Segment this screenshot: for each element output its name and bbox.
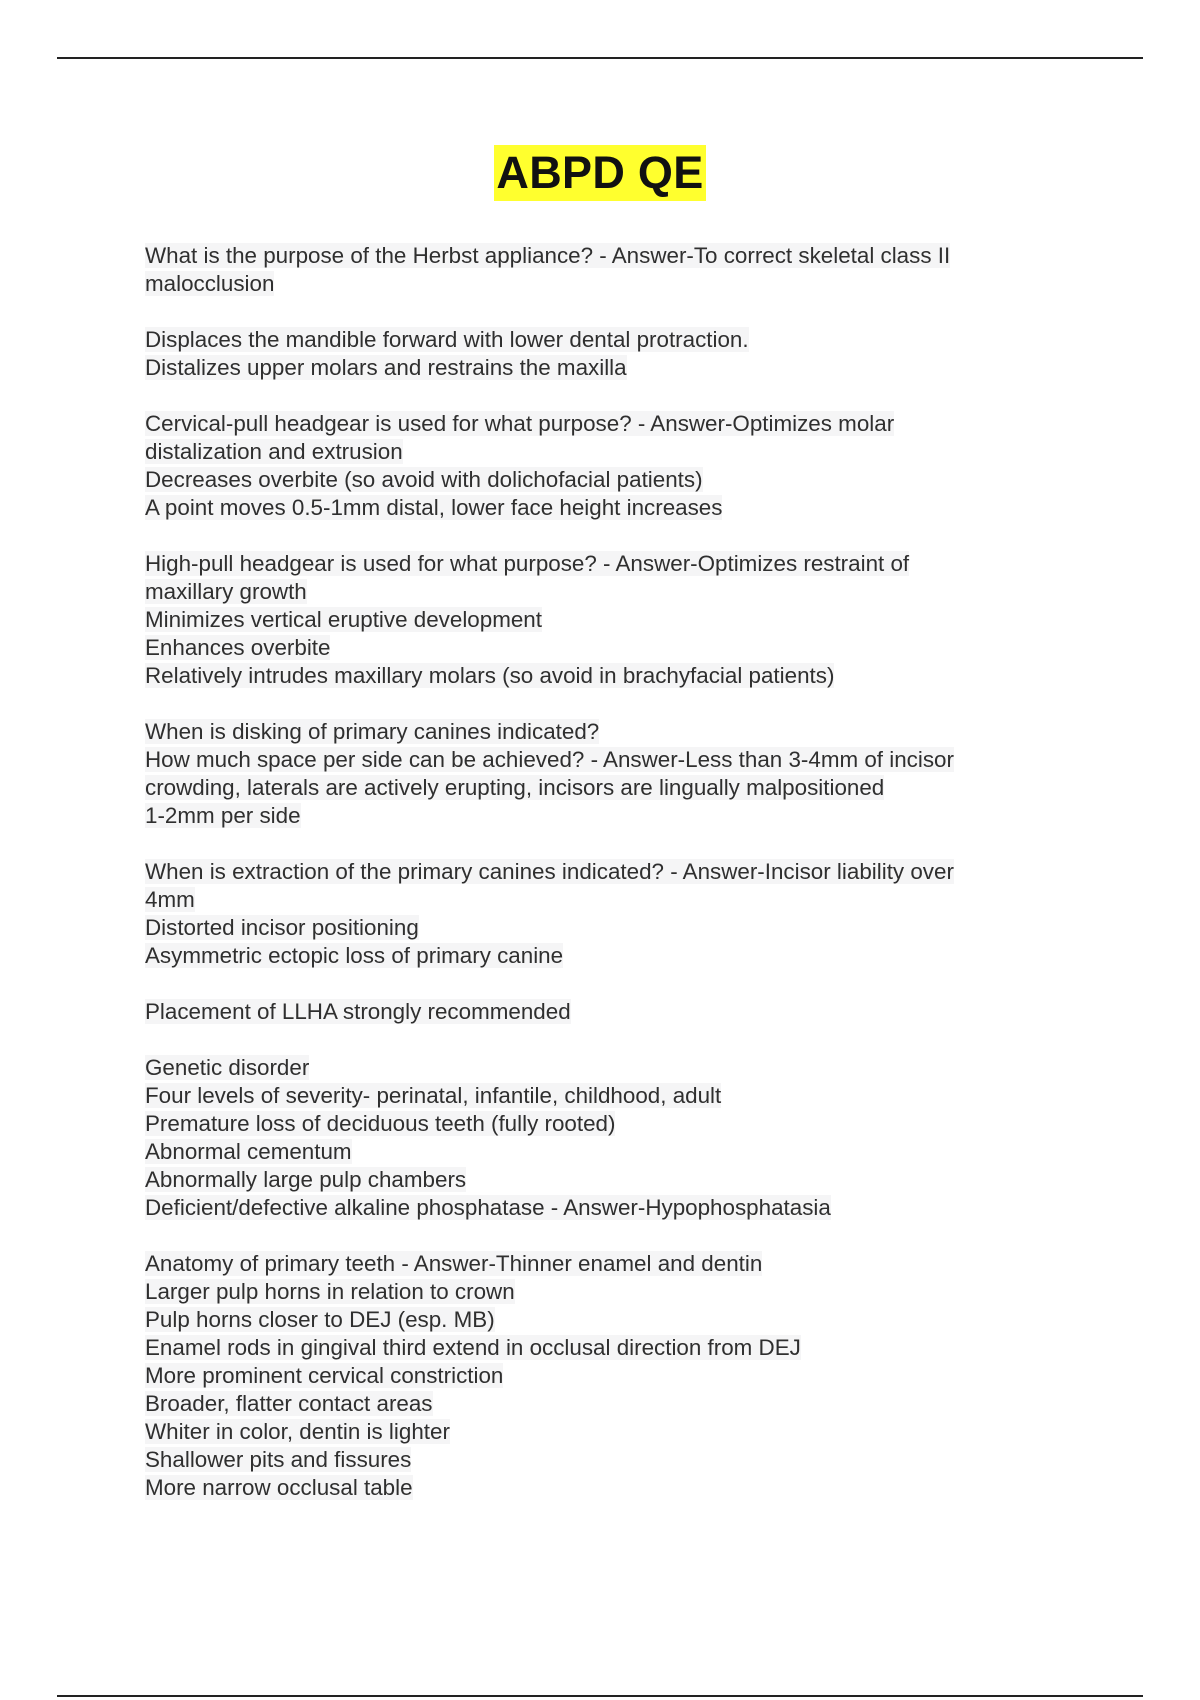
- text-line-content: Shallower pits and fissures: [145, 1447, 412, 1472]
- text-line-content: Abnormal cementum: [145, 1139, 352, 1164]
- text-line-content: Larger pulp horns in relation to crown: [145, 1279, 515, 1304]
- text-line-content: Premature loss of deciduous teeth (fully rooted): [145, 1111, 616, 1136]
- qa-block: [145, 858, 1055, 970]
- text-line-content: 4mm: [145, 887, 195, 912]
- text-line: [145, 1166, 1055, 1194]
- text-line-content: Whiter in color, dentin is lighter: [145, 1419, 450, 1444]
- qa-block: [145, 326, 1055, 382]
- text-line: [145, 1194, 1055, 1222]
- text-line: [145, 354, 1055, 382]
- text-line-content: When is extraction of the primary canines indicated? - Answer-Incisor liability over: [145, 859, 954, 884]
- text-line: [145, 410, 1055, 438]
- text-line-content: Minimizes vertical eruptive development: [145, 607, 542, 632]
- text-line: [145, 802, 1055, 830]
- text-line-content: How much space per side can be achieved? - Answer-Less than 3-4mm of incisor: [145, 747, 954, 772]
- text-line-content: Deficient/defective alkaline phosphatase - Answer-Hypophosphatasia: [145, 1195, 831, 1220]
- text-line-content: Abnormally large pulp chambers: [145, 1167, 467, 1192]
- qa-block: [145, 1054, 1055, 1222]
- text-line: [145, 550, 1055, 578]
- text-line: [145, 578, 1055, 606]
- text-line: [145, 774, 1055, 802]
- text-line-content: Distorted incisor positioning: [145, 915, 419, 940]
- text-line: [145, 1390, 1055, 1418]
- text-line: [145, 662, 1055, 690]
- text-line: [145, 1474, 1055, 1502]
- text-line-content: Decreases overbite (so avoid with dolichofacial patients): [145, 467, 703, 492]
- text-line: [145, 1446, 1055, 1474]
- text-line-content: maxillary growth: [145, 579, 307, 604]
- text-line-content: Pulp horns closer to DEJ (esp. MB): [145, 1307, 495, 1332]
- qa-block: [145, 242, 1055, 298]
- qa-block: [145, 1250, 1055, 1502]
- text-line: [145, 634, 1055, 662]
- text-line: [145, 858, 1055, 886]
- footer-rule: [57, 1695, 1143, 1697]
- text-line-content: Placement of LLHA strongly recommended: [145, 999, 571, 1024]
- qa-block: [145, 718, 1055, 830]
- text-line: [145, 718, 1055, 746]
- text-line-content: Anatomy of primary teeth - Answer-Thinner enamel and dentin: [145, 1251, 763, 1276]
- text-line: [145, 1278, 1055, 1306]
- text-line-content: Four levels of severity- perinatal, infantile, childhood, adult: [145, 1083, 722, 1108]
- text-line-content: Relatively intrudes maxillary molars (so avoid in brachyfacial patients): [145, 663, 835, 688]
- text-line: [145, 1418, 1055, 1446]
- text-line-content: 1-2mm per side: [145, 803, 301, 828]
- text-line-content: More narrow occlusal table: [145, 1475, 413, 1500]
- text-line-content: High-pull headgear is used for what purpose? - Answer-Optimizes restraint of: [145, 551, 910, 576]
- text-line: [145, 1362, 1055, 1390]
- text-line-content: What is the purpose of the Herbst appliance? - Answer-To correct skeletal class II: [145, 243, 951, 268]
- qa-block: [145, 998, 1055, 1026]
- text-line-content: Distalizes upper molars and restrains the maxilla: [145, 355, 627, 380]
- text-line: [145, 1334, 1055, 1362]
- text-line: [145, 1054, 1055, 1082]
- text-line-content: malocclusion: [145, 271, 275, 296]
- text-line-content: Cervical-pull headgear is used for what purpose? - Answer-Optimizes molar: [145, 411, 895, 436]
- text-line: [145, 942, 1055, 970]
- text-line-content: More prominent cervical constriction: [145, 1363, 504, 1388]
- text-line: [145, 998, 1055, 1026]
- text-line-content: A point moves 0.5-1mm distal, lower face height increases: [145, 495, 723, 520]
- text-line: [145, 242, 1055, 270]
- document-body: [145, 242, 1055, 1530]
- text-line: [145, 886, 1055, 914]
- text-line: [145, 1138, 1055, 1166]
- text-line-content: Broader, flatter contact areas: [145, 1391, 433, 1416]
- text-line: [145, 326, 1055, 354]
- text-line-content: distalization and extrusion: [145, 439, 403, 464]
- text-line-content: Enamel rods in gingival third extend in occlusal direction from DEJ: [145, 1335, 801, 1360]
- text-line: [145, 606, 1055, 634]
- qa-block: [145, 410, 1055, 522]
- text-line: [145, 1306, 1055, 1334]
- text-line: [145, 466, 1055, 494]
- text-line-content: Enhances overbite: [145, 635, 331, 660]
- text-line: [145, 1082, 1055, 1110]
- qa-block: [145, 550, 1055, 690]
- title-container: [0, 145, 1200, 201]
- text-line: [145, 270, 1055, 298]
- text-line: [145, 494, 1055, 522]
- text-line: [145, 1110, 1055, 1138]
- text-line: [145, 746, 1055, 774]
- header-rule: [57, 57, 1143, 59]
- document-title: ABPD QE: [494, 145, 705, 201]
- text-line: [145, 1250, 1055, 1278]
- text-line-content: When is disking of primary canines indicated?: [145, 719, 600, 744]
- text-line: [145, 438, 1055, 466]
- text-line-content: crowding, laterals are actively erupting, incisors are lingually malpositioned: [145, 775, 885, 800]
- text-line: [145, 914, 1055, 942]
- text-line-content: Genetic disorder: [145, 1055, 310, 1080]
- text-line-content: Displaces the mandible forward with lower dental protraction.: [145, 327, 749, 352]
- text-line-content: Asymmetric ectopic loss of primary canine: [145, 943, 564, 968]
